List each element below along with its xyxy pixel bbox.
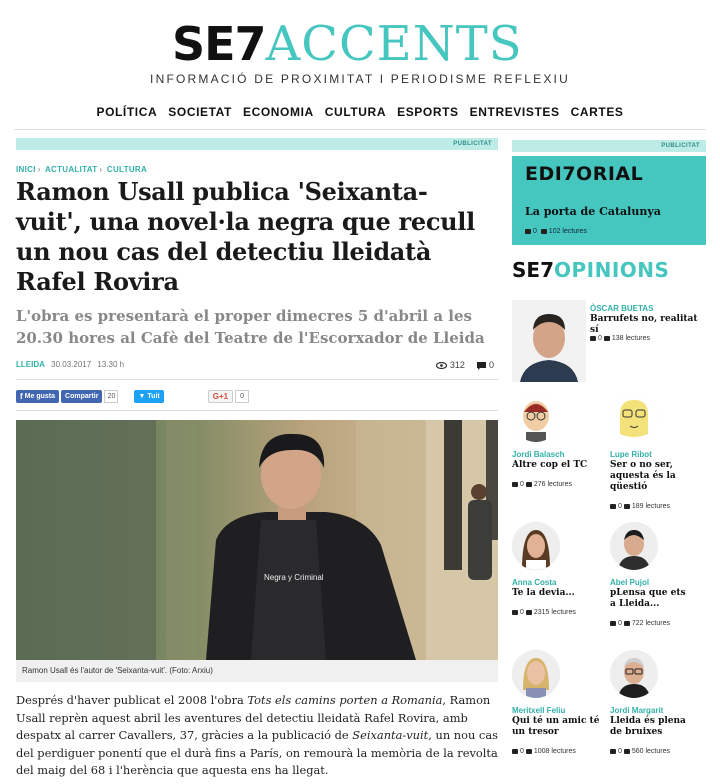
book-title: Seixanta-vuit [352, 728, 429, 742]
read-icon [526, 482, 532, 487]
breadcrumb-separator: › [37, 165, 41, 174]
twitter-tweet-button[interactable]: ▼ Tuit [134, 390, 163, 403]
opinion-stats: 0 138 lectures [590, 335, 650, 342]
author-portrait [512, 300, 586, 382]
breadcrumb-cultura[interactable]: CULTURA [106, 165, 148, 174]
twitter-bird-icon: ▼ [138, 392, 146, 400]
read-icon [526, 610, 532, 615]
gplus-count: 0 [235, 390, 249, 403]
comment-icon [590, 336, 596, 341]
main-nav [0, 98, 720, 128]
opinion-title[interactable]: Barrufets no, realitat sí [590, 314, 698, 335]
site-logo[interactable]: SE7ACCENTS [172, 16, 523, 72]
article-title: Ramon Usall publica 'Seixanta-vuit', una novel·la negra que recull un nou cas del detectiu lleidatà Rafel Rovira [16, 177, 475, 296]
breadcrumb-actualitat[interactable]: ACTUALITAT [44, 165, 98, 174]
article-body: Després d'haver publicat el 2008 l'obra Tots els camins porten a Romania, Ramon Usall reprèn aquest abril les aventures del detectiu lleidatà Rafel Rovira, amb despatx al carrer Cavallers, 37, gràcies a la publicació de Seixanta-vuit, un nou cas del perdiguer ponentí que el durà fins a París, on remourà la memòria de la revolta del maig del 68 i l'herència que aquesta ens ha llegat. [16, 693, 498, 777]
nav-item-entrevistes[interactable]: ENTREVISTES [469, 105, 560, 119]
author-portrait [610, 650, 658, 698]
opinion-stats: 0 722 lectures [610, 620, 670, 627]
opinion-stats: 0 2315 lectures [512, 609, 576, 616]
article-subtitle: L'obra es presentarà el proper dimecres 5 d'abril a les 20.30 hores al Cafè del Teatre de l'Escorxador de Lleida [16, 307, 485, 347]
facebook-like-button[interactable]: f Me gusta [16, 390, 59, 403]
opinion-author[interactable]: Jordi Margarit [610, 706, 664, 715]
read-icon [604, 336, 610, 341]
breadcrumb [16, 165, 147, 174]
author-portrait [512, 650, 560, 698]
comment-icon [610, 504, 616, 509]
editorial-stats: 0 102 lectures [525, 228, 587, 235]
comment-icon [525, 229, 531, 234]
breadcrumb-inici[interactable]: INICI [16, 165, 36, 174]
comment-icon [512, 610, 518, 615]
opinion-stats: 0 189 lectures [610, 503, 670, 510]
facebook-share-button[interactable]: Compartir [61, 390, 102, 403]
opinion-author[interactable]: Abel Pujol [610, 578, 650, 587]
facebook-icon: f [20, 391, 23, 401]
comment-icon [610, 621, 616, 626]
views-count: 312 [449, 360, 465, 370]
opinion-title[interactable]: Lleida és plena de bruixes [610, 716, 686, 737]
divider [16, 379, 498, 380]
comments-count[interactable]: 0 [488, 360, 494, 370]
avatar-meritxell-feliu[interactable] [512, 650, 560, 698]
opinion-author[interactable]: Lupe Ribot [610, 450, 652, 459]
eye-icon [436, 362, 447, 369]
avatar-lupe-ribot[interactable] [610, 394, 658, 442]
article-time: 13.30 h [97, 360, 125, 369]
opinion-title[interactable]: Qui té un amic té un tresor [512, 716, 600, 737]
nav-item-esports[interactable]: ESPORTS [397, 105, 459, 119]
avatar-abel-pujol[interactable] [610, 522, 658, 570]
nav-divider [14, 129, 706, 130]
nav-item-economia[interactable]: ECONOMIA [242, 105, 314, 119]
share-bar [16, 389, 249, 403]
nav-item-cultura[interactable]: CULTURA [324, 105, 387, 119]
book-title: Tots els camins porten a Romania [247, 693, 443, 707]
read-icon [624, 504, 630, 509]
comment-icon [512, 749, 518, 754]
site-tagline: INFORMACIÓ DE PROXIMITAT I PERIODISME REFLEXIU [150, 72, 570, 86]
opinion-author[interactable]: ÒSCAR BUETAS [590, 304, 654, 313]
opinion-title[interactable]: Te la devia... [512, 588, 575, 598]
shirt-print-text: Negra y Criminal [264, 573, 324, 582]
google-plus-button[interactable]: G+1 [208, 390, 233, 403]
opinion-author[interactable]: Jordi Balasch [512, 450, 565, 459]
article-stats [436, 360, 494, 370]
comment-icon [610, 749, 616, 754]
opinion-title[interactable]: Altre cop el TC [512, 460, 588, 470]
ad-label-right[interactable]: PUBLICITAT [512, 140, 706, 152]
comment-icon [477, 362, 486, 370]
caricature-portrait [512, 394, 560, 442]
author-portrait [512, 522, 560, 570]
avatar-oscar-buetas[interactable] [512, 300, 586, 382]
divider [16, 410, 498, 411]
avatar-jordi-balasch[interactable] [512, 394, 560, 442]
breadcrumb-separator: › [99, 165, 103, 174]
nav-item-cartes[interactable]: CARTES [570, 105, 624, 119]
article-meta [16, 360, 498, 372]
read-icon [624, 621, 630, 626]
avatar-anna-costa[interactable] [512, 522, 560, 570]
avatar-jordi-margarit[interactable] [610, 650, 658, 698]
read-icon [526, 749, 532, 754]
opinion-stats: 0 560 lectures [610, 748, 670, 755]
nav-item-politica[interactable]: POLÍTICA [96, 105, 158, 119]
opinion-stats: 0 276 lectures [512, 481, 572, 488]
editorial-heading: EDI7ORIAL [525, 163, 644, 185]
caricature-portrait [610, 394, 658, 442]
author-photo-image [16, 420, 498, 660]
article-date: 30.03.2017 [51, 360, 92, 369]
comment-icon [512, 482, 518, 487]
article-location[interactable]: LLEIDA [16, 360, 45, 369]
opinion-title[interactable]: Ser o no ser, aquesta és la qüestió [610, 460, 676, 492]
nav-item-societat[interactable]: SOCIETAT [168, 105, 232, 119]
masthead [0, 0, 720, 96]
opinion-author[interactable]: Meritxell Feliu [512, 706, 566, 715]
opinion-stats: 0 1008 lectures [512, 748, 576, 755]
author-portrait [610, 522, 658, 570]
opinion-title[interactable]: pLensa que ets a Lleida... [610, 588, 686, 609]
article-photo[interactable] [16, 420, 498, 660]
opinion-author[interactable]: Anna Costa [512, 578, 557, 587]
editorial-box[interactable] [512, 156, 706, 245]
share-count: 20 [104, 390, 118, 403]
editorial-link[interactable]: La porta de Catalunya [525, 205, 661, 218]
photo-caption: Ramon Usall és l'autor de 'Seixanta-vuit'. (Foto: Arxiu) [16, 660, 498, 682]
read-icon [541, 229, 547, 234]
read-icon [624, 749, 630, 754]
ad-label-left[interactable]: PUBLICITAT [16, 138, 498, 150]
opinions-heading: SE7OPINIONS [512, 258, 670, 282]
